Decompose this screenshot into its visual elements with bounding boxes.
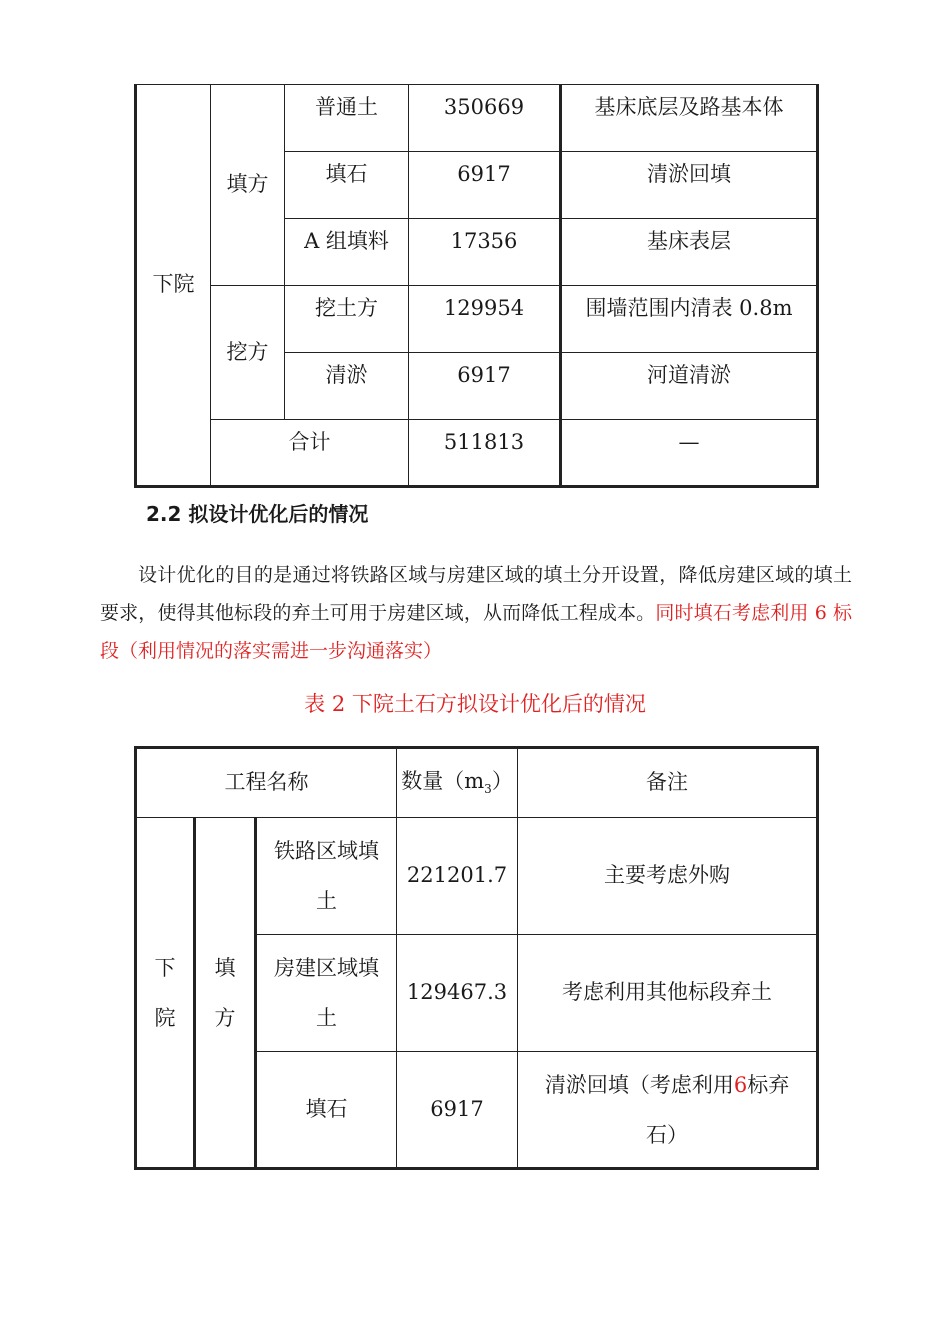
item-cell: 清淤 bbox=[285, 353, 409, 420]
item-cell bbox=[256, 935, 397, 1052]
note-text-1: 清淤回填（考虑利用 bbox=[544, 1072, 734, 1097]
total-note-cell: — bbox=[561, 420, 818, 487]
qty-cell: 350669 bbox=[409, 85, 561, 152]
region-cell: 下院 bbox=[136, 85, 211, 487]
earthwork-table-original bbox=[134, 84, 819, 488]
total-qty-cell: 511813 bbox=[409, 420, 561, 487]
item-line-2: 土 bbox=[316, 889, 338, 913]
note-cell: 清淤回填 bbox=[561, 152, 818, 219]
total-label-cell: 合计 bbox=[211, 420, 409, 487]
note-cell: 主要考虑外购 bbox=[518, 818, 818, 935]
header-qty bbox=[397, 748, 518, 818]
qty-cell: 17356 bbox=[409, 219, 561, 286]
item-line-1: 铁路区域填 bbox=[274, 839, 380, 863]
note-cell bbox=[518, 1052, 818, 1169]
group-char-2: 方 bbox=[214, 1005, 236, 1030]
note-cell: 考虑利用其他标段弃土 bbox=[518, 935, 818, 1052]
item-cell: 挖土方 bbox=[285, 286, 409, 353]
paragraph-text: 设计优化的目的是通过将铁路区域与房建区域的填土分开设置，降低房建区域的填土要求，使得其他标段的弃土可用于房建区域，从而降低工程成本。 bbox=[100, 564, 852, 624]
item-cell bbox=[256, 818, 397, 935]
qty-cell: 6917 bbox=[397, 1052, 518, 1169]
qty-cell: 129467.3 bbox=[397, 935, 518, 1052]
note-cell: 围墙范围内清表 0.8m bbox=[561, 286, 818, 353]
note-highlight: 6 bbox=[733, 1072, 748, 1097]
region-cell bbox=[136, 818, 195, 1169]
qty-cell: 6917 bbox=[409, 152, 561, 219]
group-char-1: 填 bbox=[214, 955, 236, 980]
header-qty-close: ） bbox=[491, 769, 513, 794]
note-cell: 基床底层及路基本体 bbox=[561, 85, 818, 152]
qty-cell: 129954 bbox=[409, 286, 561, 353]
section-paragraph bbox=[100, 556, 852, 670]
note-cell: 基床表层 bbox=[561, 219, 818, 286]
item-cell: 填石 bbox=[285, 152, 409, 219]
group-cell bbox=[195, 818, 256, 1169]
item-cell: 填石 bbox=[256, 1052, 397, 1169]
item-line-1: 房建区域填 bbox=[274, 956, 380, 980]
region-char-2: 院 bbox=[154, 1005, 176, 1030]
cut-group-cell: 挖方 bbox=[211, 286, 285, 420]
note-cell: 河道清淤 bbox=[561, 353, 818, 420]
qty-cell: 221201.7 bbox=[397, 818, 518, 935]
header-qty-unit-exp: 3 bbox=[484, 782, 492, 797]
header-note: 备注 bbox=[518, 748, 818, 818]
section-heading: 2.2 拟设计优化后的情况 bbox=[146, 502, 369, 526]
header-name: 工程名称 bbox=[136, 748, 397, 818]
note-text-3: 石） bbox=[646, 1122, 689, 1147]
note-text-2: 标弃 bbox=[747, 1072, 790, 1097]
table-caption: 表 2 下院土石方拟设计优化后的情况 bbox=[304, 692, 646, 716]
earthwork-table-optimized bbox=[134, 746, 819, 1170]
header-qty-text: 数量（m bbox=[401, 769, 485, 794]
item-cell: A 组填料 bbox=[285, 219, 409, 286]
qty-cell: 6917 bbox=[409, 353, 561, 420]
item-line-2: 土 bbox=[316, 1006, 338, 1030]
fill-group-cell: 填方 bbox=[211, 85, 285, 286]
region-char-1: 下 bbox=[154, 955, 176, 980]
paragraph-highlight: 同时填石考虑利用 6 标段（利用情况的落实需进一步沟通落实） bbox=[100, 602, 852, 662]
item-cell: 普通土 bbox=[285, 85, 409, 152]
